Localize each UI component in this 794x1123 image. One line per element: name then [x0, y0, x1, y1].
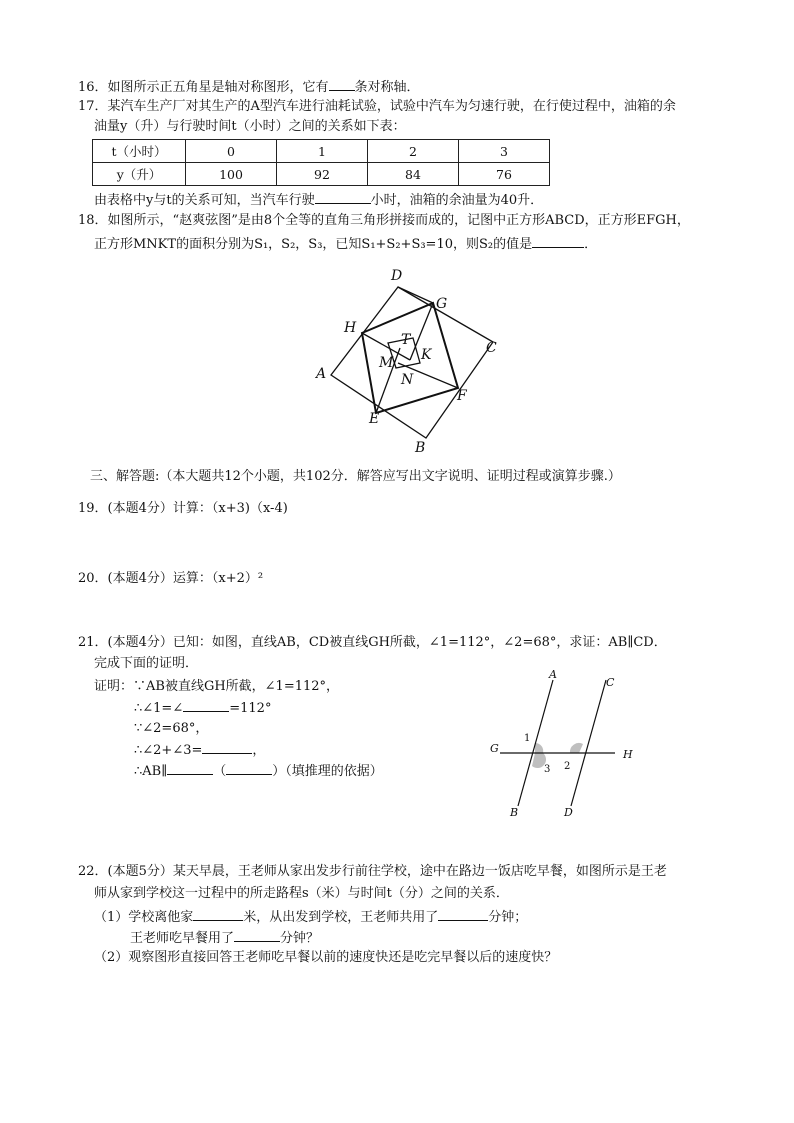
- label-b: B: [415, 440, 426, 456]
- table-cell: 2: [368, 140, 459, 163]
- label-d: D: [391, 268, 403, 284]
- answer-blank[interactable]: [193, 906, 243, 921]
- fuel-table: [92, 139, 550, 186]
- answer-blank[interactable]: [438, 906, 488, 921]
- angle-3-label: 3: [544, 764, 551, 775]
- table-row: [93, 163, 550, 186]
- table-cell: 3: [459, 140, 550, 163]
- proof-text: =112°: [229, 701, 272, 716]
- q22-text: 分钟；: [488, 910, 528, 925]
- line-cd: [571, 680, 606, 806]
- label-g: G: [490, 742, 499, 755]
- q22-sub1b: [130, 927, 319, 949]
- q22-sub1: [94, 906, 527, 928]
- angle-1-mark: [535, 743, 543, 753]
- outer-edge: [398, 287, 433, 303]
- proof-line-5: [134, 760, 383, 782]
- question-20: 20．(本题4分）运算：（x+2）²: [78, 571, 264, 586]
- q22-line1: 22．(本题5分）某天早晨，王老师从家出发步行前往学校，途中在路边一饭店吃早餐，如图所示是王老: [78, 864, 667, 879]
- q22-sub2: （2）观察图形直接回答王老师吃早餐以前的速度快还是吃完早餐以后的速度快？: [94, 950, 558, 965]
- q17-line2: 油量y（升）与行驶时间t（小时）之间的关系如下表：: [94, 119, 406, 134]
- zhao-shuang-diagram: [300, 260, 520, 460]
- table-cell: 0: [186, 140, 277, 163]
- label-a: A: [316, 366, 327, 382]
- q22-text: （1）学校离他家: [94, 910, 194, 925]
- proof-line-4: [134, 739, 265, 761]
- answer-blank[interactable]: [226, 760, 272, 775]
- proof-text: ∴∠1=∠: [134, 701, 184, 716]
- q18-line2: [94, 233, 597, 255]
- proof-text: （: [213, 764, 227, 779]
- table-cell: 92: [277, 163, 368, 186]
- answer-blank[interactable]: [329, 76, 355, 91]
- table-cell: 84: [368, 163, 459, 186]
- label-e: E: [369, 411, 380, 427]
- q22-text: 分钟？: [280, 931, 320, 946]
- table-cell: 100: [186, 163, 277, 186]
- proof-line-3: ∵∠2=68°，: [134, 721, 209, 736]
- q18-line1: 18．如图所示，“赵爽弦图”是由8个全等的直角三角形拼接而成的，记图中正方形ABCD，正方形EFGH，: [78, 213, 690, 228]
- q16-text-before: 16．如图所示正五角星是轴对称图形，它有: [78, 80, 329, 95]
- question-16: [78, 76, 420, 98]
- label-g: G: [436, 296, 448, 312]
- table-cell: 1: [277, 140, 368, 163]
- label-h: H: [344, 320, 357, 336]
- label-n: N: [401, 372, 414, 388]
- q17-text-before: 由表格中y与t的关系可知，当汽车行驶: [94, 193, 315, 208]
- q21-line2: 完成下面的证明．: [94, 656, 199, 671]
- table-header-y: y（升）: [93, 163, 186, 186]
- answer-blank[interactable]: [167, 760, 213, 775]
- table-header-t: t（小时）: [93, 140, 186, 163]
- parallel-lines-diagram: [482, 666, 642, 826]
- q16-text-after: 条对称轴．: [354, 80, 420, 95]
- q17-text-after: 小时，油箱的余油量为40升．: [370, 193, 544, 208]
- label-h: H: [623, 748, 633, 761]
- q21-line1: 21．(本题4分）已知：如图，直线AB，CD被直线GH所截，∠1=112°，∠2=68°，求证：AB∥CD．: [78, 635, 667, 650]
- table-cell: 76: [459, 163, 550, 186]
- label-c: C: [486, 340, 497, 356]
- proof-line-1: 证明：∵AB被直线GH所截，∠1=112°，: [94, 679, 340, 694]
- question-19: 19．(本题4分）计算：（x+3)（x-4): [78, 501, 288, 516]
- square-abcd: [331, 287, 493, 438]
- label-a: A: [549, 668, 557, 681]
- proof-text: ，: [252, 743, 266, 758]
- q17-line3: [94, 189, 543, 211]
- answer-blank[interactable]: [532, 233, 584, 248]
- answer-blank[interactable]: [315, 189, 371, 204]
- angle-2-label: 2: [564, 761, 571, 772]
- label-c: C: [606, 676, 615, 689]
- q22-line2: 师从家到学校这一过程中的所走路程s（米）与时间t（分）之间的关系．: [94, 886, 509, 901]
- label-f: F: [457, 388, 467, 404]
- label-t: T: [401, 332, 411, 348]
- square-efgh: [362, 303, 458, 413]
- proof-line-2: [134, 697, 271, 719]
- angle-1-label: 1: [524, 733, 531, 744]
- angle-2-mark: [570, 743, 583, 753]
- answer-blank[interactable]: [234, 927, 280, 942]
- answer-blank[interactable]: [202, 739, 252, 754]
- section-3-heading: 三、解答题:（本大题共12个小题，共102分．解答应写出文字说明、证明过程或演算步骤.）: [90, 469, 621, 484]
- q22-text: 米，从出发到学校，王老师共用了: [243, 910, 439, 925]
- q18-text-before: 正方形MNKT的面积分别为S₁，S₂，S₃，已知S₁+S₂+S₃=10，则S₂的值是: [94, 237, 533, 252]
- label-b: B: [510, 806, 519, 819]
- proof-text: ）（填推理的依据）: [272, 764, 383, 779]
- proof-text: ∴AB∥: [134, 764, 168, 779]
- q17-line1: 17．某汽车生产厂对其生产的A型汽车进行油耗试验，试验中汽车为匀速行驶，在行使过程中，油箱的余: [78, 99, 676, 114]
- label-k: K: [421, 347, 432, 363]
- answer-blank[interactable]: [183, 697, 229, 712]
- proof-text: ∴∠2+∠3=: [134, 743, 203, 758]
- q22-text: 王老师吃早餐用了: [130, 931, 235, 946]
- label-m: M: [379, 355, 394, 371]
- label-d: D: [564, 806, 573, 819]
- q18-text-after: ．: [584, 237, 598, 252]
- table-row: [93, 140, 550, 163]
